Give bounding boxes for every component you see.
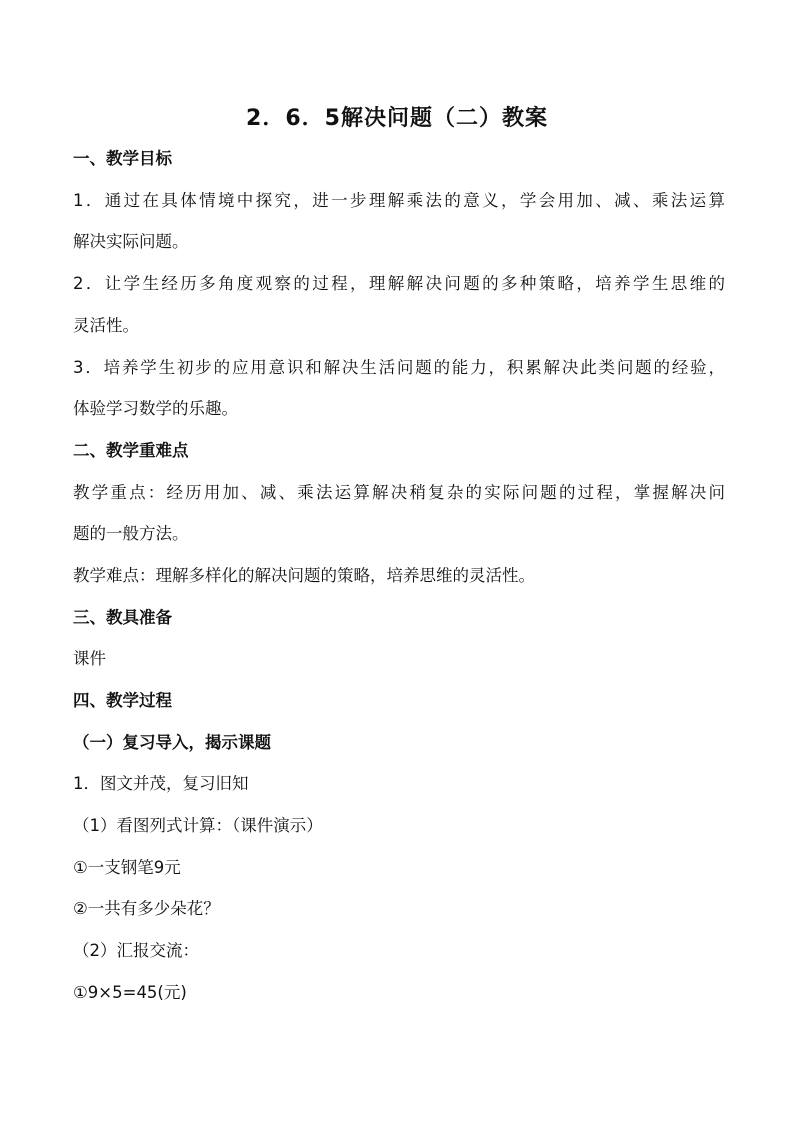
subsection-heading: （一）复习导入，揭示课题 <box>73 733 271 752</box>
paragraph-line: 体验学习数学的乐趣。 <box>73 399 238 418</box>
list-item: （1）看图列式计算：（课件演示） <box>73 816 323 835</box>
list-item: ①一支钢笔9元 <box>73 858 181 877</box>
list-item: 1．图文并茂，复习旧知 <box>73 774 249 793</box>
paragraph-line: 题的一般方法。 <box>73 524 189 543</box>
paragraph-line: 课件 <box>73 649 106 668</box>
paragraph-line: 1．通过在具体情境中探究，进一步理解乘法的意义，学会用加、减、乘法运算 <box>73 191 725 210</box>
section-heading-objectives: 一、教学目标 <box>73 149 172 168</box>
section-heading-key-points: 二、教学重难点 <box>73 441 189 460</box>
document-title: 2．6．5解决问题（二）教案 <box>246 106 548 131</box>
paragraph-line: 教学难点：理解多样化的解决问题的策略，培养思维的灵活性。 <box>73 566 535 585</box>
list-item: （2）汇报交流： <box>73 941 199 960</box>
list-item: ①9×5=45(元) <box>73 983 187 1002</box>
paragraph-line: 解决实际问题。 <box>73 232 189 251</box>
section-heading-process: 四、教学过程 <box>73 691 172 710</box>
section-heading-materials: 三、教具准备 <box>73 608 172 627</box>
paragraph-line: 2．让学生经历多角度观察的过程，理解解决问题的多种策略，培养学生思维的 <box>73 274 725 293</box>
paragraph-line: 3．培养学生初步的应用意识和解决生活问题的能力，积累解决此类问题的经验， <box>73 358 725 377</box>
paragraph-line: 灵活性。 <box>73 316 139 335</box>
paragraph-line: 教学重点：经历用加、减、乘法运算解决稍复杂的实际问题的过程，掌握解决问 <box>73 483 725 502</box>
list-item: ②一共有多少朵花？ <box>73 899 220 918</box>
